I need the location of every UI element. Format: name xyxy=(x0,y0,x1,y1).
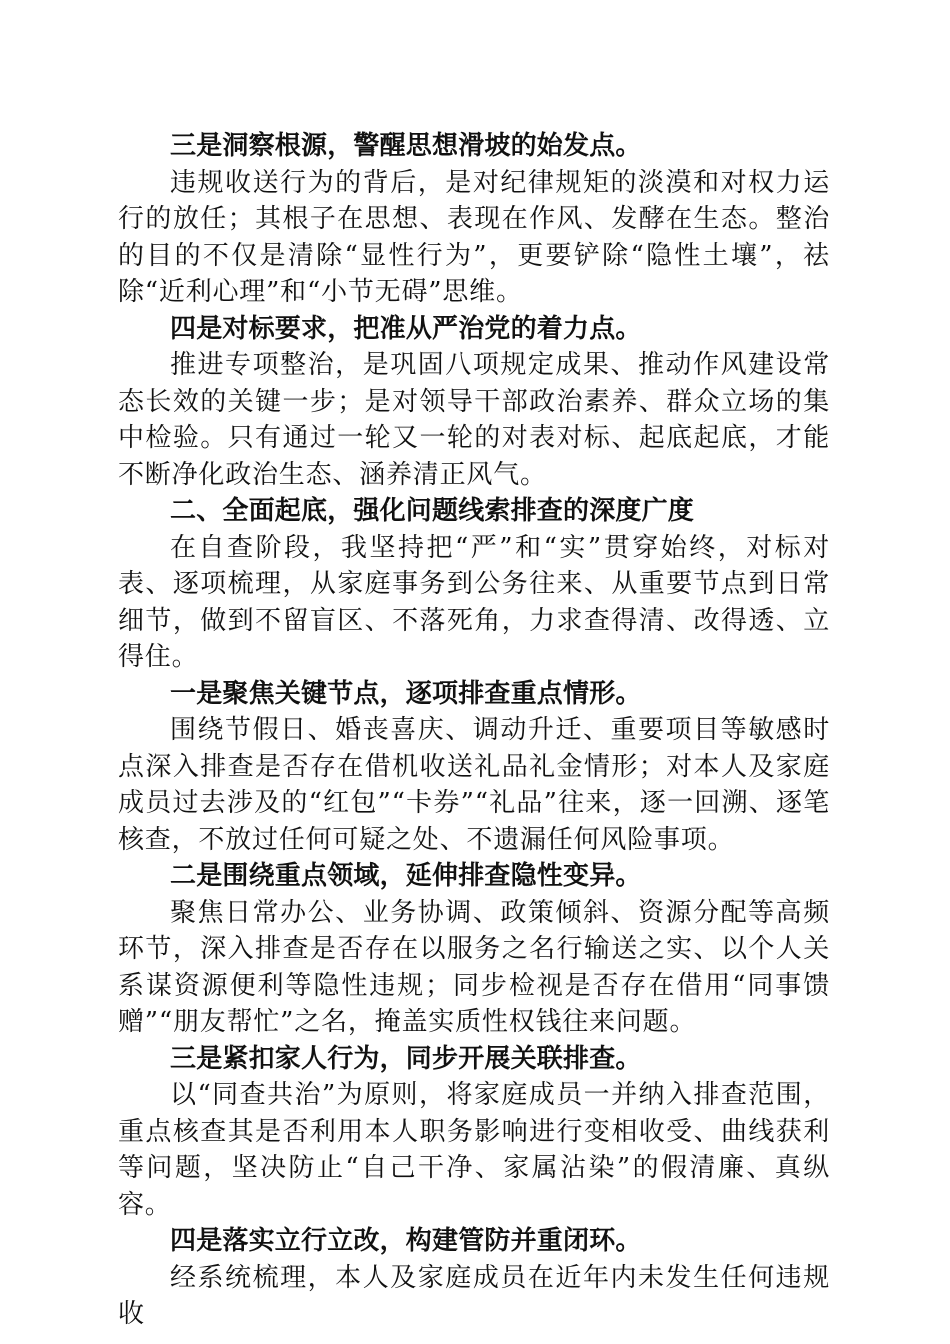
body-paragraph: 在自查阶段，我坚持把“严”和“实”贯穿始终，对标对表、逐项梳理，从家庭事务到公务往来、从重要节点到日常细节，做到不留盲区、不落死角，力求查得清、改得透、立得住。 xyxy=(118,532,830,672)
section-heading-root-cause: 三是洞察根源，警醒思想滑坡的始发点。 xyxy=(170,131,642,161)
section-heading-family: 三是紧扣家人行为，同步开展关联排查。 xyxy=(170,1043,642,1074)
section-heading-key-areas: 二是围绕重点领域，延伸排查隐性变异。 xyxy=(170,861,642,891)
body-paragraph: 聚焦日常办公、业务协调、政策倾斜、资源分配等高频环节，深入排查是否存在以服务之名行输送之实、以个人关系谋资源便利等隐性违规；同步检视是否存在借用“同事馈赠”“朋友帮忙”之名，掩盖实质性权钱往来问题。 xyxy=(118,897,830,1037)
body-paragraph: 违规收送行为的背后，是对纪律规矩的淡漠和对权力运行的放任；其根子在思想、表现在作风、发酵在生态。整治的目的不仅是清除“显性行为”，更要铲除“隐性土壤”，祛除“近利心理”和“小节无碍”思维。 xyxy=(118,167,830,307)
chapter-heading-comprehensive-check: 二、全面起底，强化问题线索排查的深度广度 xyxy=(170,496,695,526)
section-heading-rectify: 四是落实立行立改，构建管防并重闭环。 xyxy=(170,1226,642,1256)
body-paragraph: 围绕节假日、婚丧喜庆、调动升迁、重要项目等敏感时点深入排查是否存在借机收送礼品礼金情形；对本人及家庭成员过去涉及的“红包”“卡券”“礼品”往来，逐一回溯、逐笔核查，不放过任何可疑之处、不遗漏任何风险事项。 xyxy=(118,715,830,855)
body-paragraph: 推进专项整治，是巩固八项规定成果、推动作风建设常态长效的关键一步；是对领导干部政治素养、群众立场的集中检验。只有通过一轮又一轮的对表对标、起底起底，才能不断净化政治生态、涵养清正风气。 xyxy=(118,350,830,490)
section-heading-key-nodes: 一是聚焦关键节点，逐项排查重点情形。 xyxy=(170,678,642,709)
section-heading-benchmark: 四是对标要求，把准从严治党的着力点。 xyxy=(170,313,642,344)
body-paragraph: 以“同查共治”为原则，将家庭成员一并纳入排查范围，重点核查其是否利用本人职务影响进行变相收受、曲线获利等问题，坚决防止“自己干净、家属沾染”的假清廉、真纵容。 xyxy=(118,1080,830,1220)
body-paragraph: 经系统梳理，本人及家庭成员在近年内未发生任何违规收 xyxy=(118,1262,830,1329)
document-body xyxy=(118,128,830,1333)
